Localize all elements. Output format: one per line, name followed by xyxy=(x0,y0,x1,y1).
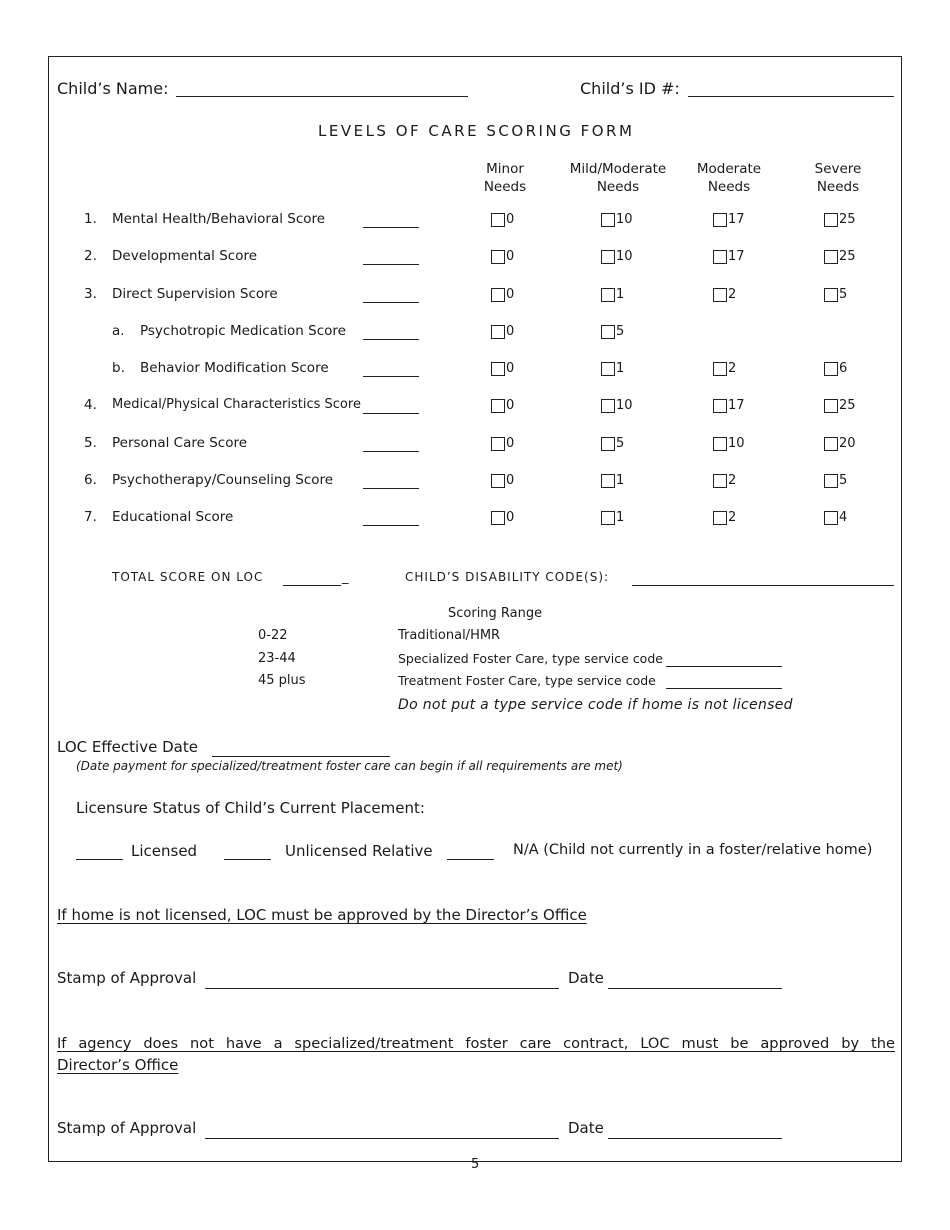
column-header-mild-moderate: Mild/Moderate Needs xyxy=(569,161,667,195)
row-number: 1. xyxy=(84,211,97,227)
checkbox-minor[interactable] xyxy=(491,437,505,451)
checkbox-value: 20 xyxy=(839,436,856,451)
row-number: 4. xyxy=(84,397,97,413)
score-field[interactable] xyxy=(363,413,419,414)
total-score-suffix: _ xyxy=(342,570,349,585)
checkbox-mild-moderate[interactable] xyxy=(601,213,615,227)
child-name-field[interactable] xyxy=(176,96,468,97)
checkbox-severe[interactable] xyxy=(824,511,838,525)
row-number: 5. xyxy=(84,435,97,451)
checkbox-minor[interactable] xyxy=(491,325,505,339)
score-field[interactable] xyxy=(363,451,419,452)
checkbox-minor[interactable] xyxy=(491,399,505,413)
checkbox-mild-moderate[interactable] xyxy=(601,511,615,525)
checkbox-value: 4 xyxy=(839,510,848,525)
stamp-of-approval-field[interactable] xyxy=(205,988,559,989)
checkbox-minor[interactable] xyxy=(491,288,505,302)
checkbox-value: 25 xyxy=(839,398,856,413)
checkbox-value: 2 xyxy=(728,287,737,302)
approval-notice-unlicensed: If home is not licensed, LOC must be approved by the Director’s Office xyxy=(57,906,587,924)
date-field[interactable] xyxy=(608,1138,782,1139)
range-description: Traditional/HMR xyxy=(398,628,501,643)
approval-notice-contract-line2: Director’s Office xyxy=(57,1056,179,1074)
checkbox-mild-moderate[interactable] xyxy=(601,437,615,451)
row-number: 6. xyxy=(84,472,97,488)
row-number: 2. xyxy=(84,248,97,264)
row-label: Personal Care Score xyxy=(112,435,248,451)
licensed-label: Licensed xyxy=(131,842,198,860)
na-label: N/A (Child not currently in a foster/relative home) xyxy=(513,842,873,858)
score-field[interactable] xyxy=(363,339,419,340)
total-score-label: TOTAL SCORE ON LOC xyxy=(112,570,264,584)
child-id-label: Child’s ID #: xyxy=(580,79,680,98)
checkbox-mild-moderate[interactable] xyxy=(601,362,615,376)
checkbox-value: 10 xyxy=(728,436,745,451)
range-value: 0-22 xyxy=(258,628,288,643)
checkbox-value: 10 xyxy=(616,398,633,413)
range-description: Treatment Foster Care, type service code xyxy=(398,673,656,688)
unlicensed-relative-field[interactable] xyxy=(224,859,271,860)
row-label: Behavior Modification Score xyxy=(140,360,329,376)
checkbox-value: 5 xyxy=(616,436,625,451)
column-header-severe: Severe Needs xyxy=(814,161,862,195)
checkbox-value: 6 xyxy=(839,361,848,376)
score-field[interactable] xyxy=(363,302,419,303)
checkbox-mild-moderate[interactable] xyxy=(601,288,615,302)
range-value: 23-44 xyxy=(258,651,296,666)
date-field[interactable] xyxy=(608,988,782,989)
checkbox-value: 10 xyxy=(616,249,633,264)
checkbox-mild-moderate[interactable] xyxy=(601,250,615,264)
specialized-service-code-field[interactable] xyxy=(666,666,782,667)
checkbox-value: 0 xyxy=(506,324,515,339)
checkbox-value: 5 xyxy=(616,324,625,339)
checkbox-severe[interactable] xyxy=(824,250,838,264)
checkbox-value: 0 xyxy=(506,212,515,227)
checkbox-value: 0 xyxy=(506,473,515,488)
checkbox-value: 0 xyxy=(506,361,515,376)
checkbox-moderate[interactable] xyxy=(713,399,727,413)
checkbox-severe[interactable] xyxy=(824,474,838,488)
checkbox-moderate[interactable] xyxy=(713,213,727,227)
licensure-heading: Licensure Status of Child’s Current Placement: xyxy=(76,799,425,817)
row-number: b. xyxy=(112,360,125,376)
column-header-minor: Minor Needs xyxy=(483,161,527,195)
checkbox-moderate[interactable] xyxy=(713,362,727,376)
child-name-label: Child’s Name: xyxy=(57,79,169,98)
checkbox-value: 5 xyxy=(839,287,848,302)
approval-notice-contract: If agency does not have a specialized/treatment foster care contract, LOC must be approved by the xyxy=(57,1035,895,1052)
checkbox-value: 1 xyxy=(616,473,625,488)
checkbox-value: 17 xyxy=(728,212,745,227)
scoring-note: Do not put a type service code if home is not licensed xyxy=(398,697,793,713)
checkbox-value: 25 xyxy=(839,212,856,227)
date-label: Date xyxy=(568,969,604,987)
checkbox-value: 10 xyxy=(616,212,633,227)
row-number: 3. xyxy=(84,286,97,302)
checkbox-value: 5 xyxy=(839,473,848,488)
checkbox-moderate[interactable] xyxy=(713,437,727,451)
checkbox-value: 0 xyxy=(506,436,515,451)
checkbox-moderate[interactable] xyxy=(713,511,727,525)
page-number: 5 xyxy=(471,1157,480,1172)
checkbox-value: 0 xyxy=(506,249,515,264)
checkbox-severe[interactable] xyxy=(824,362,838,376)
checkbox-moderate[interactable] xyxy=(713,288,727,302)
column-header-moderate: Moderate Needs xyxy=(696,161,762,195)
child-id-field[interactable] xyxy=(688,96,894,97)
checkbox-value: 1 xyxy=(616,287,625,302)
na-field[interactable] xyxy=(447,859,494,860)
checkbox-minor[interactable] xyxy=(491,250,505,264)
checkbox-severe[interactable] xyxy=(824,288,838,302)
effective-date-note: (Date payment for specialized/treatment foster care can begin if all requirements are met) xyxy=(76,759,623,773)
scoring-range-heading: Scoring Range xyxy=(448,606,543,621)
score-field[interactable] xyxy=(363,525,419,526)
stamp-of-approval-field[interactable] xyxy=(205,1138,559,1139)
checkbox-minor[interactable] xyxy=(491,213,505,227)
range-description: Specialized Foster Care, type service code xyxy=(398,651,663,666)
row-label: Medical/Physical Characteristics Score xyxy=(112,397,361,412)
date-label: Date xyxy=(568,1119,604,1137)
score-field[interactable] xyxy=(363,376,419,377)
row-number: 7. xyxy=(84,509,97,525)
checkbox-minor[interactable] xyxy=(491,474,505,488)
row-label: Developmental Score xyxy=(112,248,258,264)
stamp-of-approval-label: Stamp of Approval xyxy=(57,969,197,987)
checkbox-minor[interactable] xyxy=(491,511,505,525)
checkbox-value: 2 xyxy=(728,473,737,488)
checkbox-value: 2 xyxy=(728,510,737,525)
checkbox-minor[interactable] xyxy=(491,362,505,376)
form-title: LEVELS OF CARE SCORING FORM xyxy=(318,122,635,140)
total-score-field[interactable] xyxy=(283,585,341,586)
checkbox-value: 0 xyxy=(506,398,515,413)
treatment-service-code-field[interactable] xyxy=(666,688,782,689)
checkbox-severe[interactable] xyxy=(824,437,838,451)
row-label: Direct Supervision Score xyxy=(112,286,278,302)
row-label: Psychotherapy/Counseling Score xyxy=(112,472,334,488)
row-label: Educational Score xyxy=(112,509,234,525)
checkbox-severe[interactable] xyxy=(824,213,838,227)
checkbox-mild-moderate[interactable] xyxy=(601,474,615,488)
loc-effective-date-field[interactable] xyxy=(212,756,390,757)
checkbox-value: 2 xyxy=(728,361,737,376)
checkbox-value: 25 xyxy=(839,249,856,264)
score-field[interactable] xyxy=(363,488,419,489)
checkbox-value: 1 xyxy=(616,361,625,376)
licensed-field[interactable] xyxy=(76,859,123,860)
disability-code-field[interactable] xyxy=(632,585,894,586)
row-number: a. xyxy=(112,323,125,339)
unlicensed-relative-label: Unlicensed Relative xyxy=(285,842,433,860)
row-label: Psychotropic Medication Score xyxy=(140,323,346,339)
disability-code-label: CHILD’S DISABILITY CODE(S): xyxy=(405,570,610,584)
row-label: Mental Health/Behavioral Score xyxy=(112,211,326,227)
checkbox-value: 0 xyxy=(506,510,515,525)
checkbox-mild-moderate[interactable] xyxy=(601,399,615,413)
stamp-of-approval-label: Stamp of Approval xyxy=(57,1119,197,1137)
score-field[interactable] xyxy=(363,227,419,228)
checkbox-severe[interactable] xyxy=(824,399,838,413)
loc-effective-date-label: LOC Effective Date xyxy=(57,738,198,756)
checkbox-mild-moderate[interactable] xyxy=(601,325,615,339)
checkbox-value: 17 xyxy=(728,249,745,264)
checkbox-value: 17 xyxy=(728,398,745,413)
checkbox-moderate[interactable] xyxy=(713,250,727,264)
score-field[interactable] xyxy=(363,264,419,265)
checkbox-value: 1 xyxy=(616,510,625,525)
range-value: 45 plus xyxy=(258,673,306,688)
checkbox-value: 0 xyxy=(506,287,515,302)
checkbox-moderate[interactable] xyxy=(713,474,727,488)
